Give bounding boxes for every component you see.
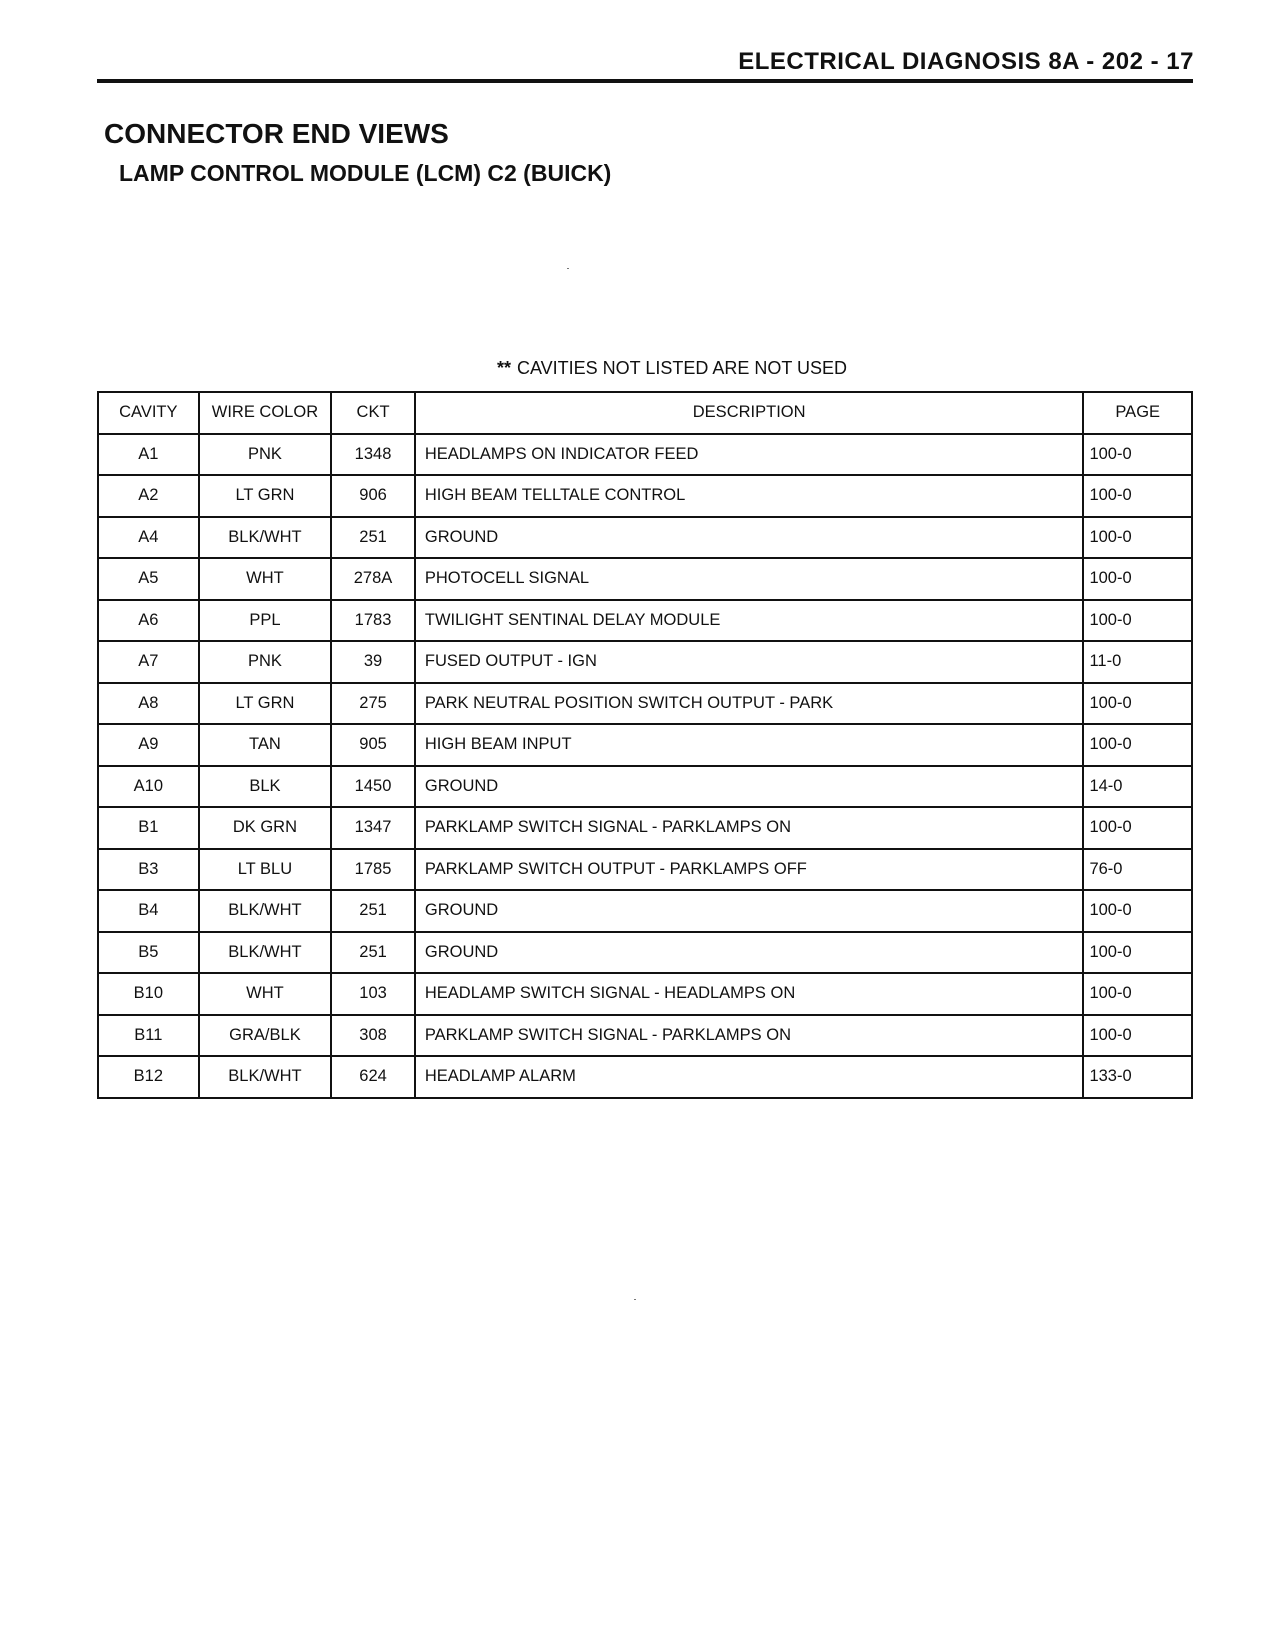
table-row (98, 434, 1192, 476)
table-row (98, 973, 1192, 1015)
cell-description: PARKLAMP SWITCH SIGNAL - PARKLAMPS ON (415, 1015, 1084, 1057)
cell-page: 11-0 (1083, 641, 1192, 683)
cell-wire-color: BLK (199, 766, 332, 808)
cell-cavity: A9 (98, 724, 199, 766)
cell-ckt: 308 (331, 1015, 415, 1057)
table-row (98, 807, 1192, 849)
cell-ckt: 624 (331, 1056, 415, 1098)
cell-ckt: 1348 (331, 434, 415, 476)
cell-wire-color: BLK/WHT (199, 932, 332, 974)
scan-speck (634, 1299, 636, 1300)
cell-ckt: 39 (331, 641, 415, 683)
cell-cavity: A10 (98, 766, 199, 808)
cell-wire-color: LT GRN (199, 683, 332, 725)
cell-description: FUSED OUTPUT - IGN (415, 641, 1084, 683)
cell-wire-color: PPL (199, 600, 332, 642)
cell-cavity: A7 (98, 641, 199, 683)
cell-wire-color: LT BLU (199, 849, 332, 891)
note-text: CAVITIES NOT LISTED ARE NOT USED (516, 358, 848, 378)
cell-cavity: A2 (98, 475, 199, 517)
cell-description: PHOTOCELL SIGNAL (415, 558, 1084, 600)
table-row (98, 517, 1192, 559)
cell-cavity: B1 (98, 807, 199, 849)
cell-page: 100-0 (1083, 475, 1192, 517)
cell-wire-color: BLK/WHT (199, 1056, 332, 1098)
cell-page: 100-0 (1083, 600, 1192, 642)
cell-description: GROUND (415, 517, 1084, 559)
cell-cavity: B11 (98, 1015, 199, 1057)
cell-description: GROUND (415, 766, 1084, 808)
cell-cavity: B3 (98, 849, 199, 891)
cell-cavity: A4 (98, 517, 199, 559)
cell-ckt: 251 (331, 517, 415, 559)
cell-wire-color: DK GRN (199, 807, 332, 849)
cell-page: 100-0 (1083, 890, 1192, 932)
table-header-row (98, 392, 1192, 434)
cell-page: 100-0 (1083, 807, 1192, 849)
table-row (98, 683, 1192, 725)
cell-description: TWILIGHT SENTINAL DELAY MODULE (415, 600, 1084, 642)
connector-table (97, 391, 1193, 1099)
table-row (98, 724, 1192, 766)
table-row (98, 641, 1192, 683)
unused-cavities-note (0, 358, 1280, 379)
cell-ckt: 1785 (331, 849, 415, 891)
cell-cavity: B10 (98, 973, 199, 1015)
cell-ckt: 278A (331, 558, 415, 600)
cell-page: 100-0 (1083, 517, 1192, 559)
cell-description: PARKLAMP SWITCH OUTPUT - PARKLAMPS OFF (415, 849, 1084, 891)
table-body (98, 434, 1192, 1098)
cell-wire-color: LT GRN (199, 475, 332, 517)
cell-description: HIGH BEAM TELLTALE CONTROL (415, 475, 1084, 517)
cell-ckt: 905 (331, 724, 415, 766)
cell-wire-color: GRA/BLK (199, 1015, 332, 1057)
cell-ckt: 1783 (331, 600, 415, 642)
cell-cavity: B12 (98, 1056, 199, 1098)
cell-description: HIGH BEAM INPUT (415, 724, 1084, 766)
cell-page: 100-0 (1083, 434, 1192, 476)
cell-page: 100-0 (1083, 558, 1192, 600)
cell-wire-color: BLK/WHT (199, 517, 332, 559)
cell-ckt: 251 (331, 932, 415, 974)
cell-description: PARK NEUTRAL POSITION SWITCH OUTPUT - PARK (415, 683, 1084, 725)
cell-wire-color: WHT (199, 973, 332, 1015)
header-rule (97, 79, 1193, 83)
header-description: DESCRIPTION (415, 392, 1084, 434)
cell-page: 133-0 (1083, 1056, 1192, 1098)
cell-page: 100-0 (1083, 1015, 1192, 1057)
cell-description: HEADLAMP ALARM (415, 1056, 1084, 1098)
cell-page: 100-0 (1083, 724, 1192, 766)
header-ckt: CKT (331, 392, 415, 434)
cell-ckt: 906 (331, 475, 415, 517)
cell-ckt: 1347 (331, 807, 415, 849)
cell-page: 76-0 (1083, 849, 1192, 891)
cell-description: HEADLAMPS ON INDICATOR FEED (415, 434, 1084, 476)
cell-cavity: A8 (98, 683, 199, 725)
table-row (98, 932, 1192, 974)
cell-page: 100-0 (1083, 932, 1192, 974)
cell-description: HEADLAMP SWITCH SIGNAL - HEADLAMPS ON (415, 973, 1084, 1015)
cell-page: 14-0 (1083, 766, 1192, 808)
table-row (98, 1056, 1192, 1098)
table-row (98, 766, 1192, 808)
section-title: CONNECTOR END VIEWS (104, 118, 449, 149)
cell-ckt: 1450 (331, 766, 415, 808)
table-row (98, 1015, 1192, 1057)
cell-wire-color: TAN (199, 724, 332, 766)
header-cavity: CAVITY (98, 392, 199, 434)
table-row (98, 849, 1192, 891)
table-row (98, 890, 1192, 932)
header-wire-color: WIRE COLOR (199, 392, 332, 434)
cell-cavity: B4 (98, 890, 199, 932)
page-header-title: ELECTRICAL DIAGNOSIS 8A - 202 - 17 (738, 48, 1194, 75)
table-row (98, 600, 1192, 642)
cell-cavity: B5 (98, 932, 199, 974)
cell-wire-color: PNK (199, 434, 332, 476)
cell-page: 100-0 (1083, 973, 1192, 1015)
table-row (98, 475, 1192, 517)
cell-description: GROUND (415, 932, 1084, 974)
header-page: PAGE (1083, 392, 1192, 434)
cell-cavity: A5 (98, 558, 199, 600)
cell-ckt: 103 (331, 973, 415, 1015)
scan-speck (567, 268, 569, 269)
cell-cavity: A1 (98, 434, 199, 476)
note-asterisks: ** (496, 358, 511, 378)
cell-description: GROUND (415, 890, 1084, 932)
section-subtitle: LAMP CONTROL MODULE (LCM) C2 (BUICK) (119, 160, 612, 186)
table-row (98, 558, 1192, 600)
cell-wire-color: PNK (199, 641, 332, 683)
cell-ckt: 275 (331, 683, 415, 725)
cell-wire-color: WHT (199, 558, 332, 600)
cell-cavity: A6 (98, 600, 199, 642)
cell-description: PARKLAMP SWITCH SIGNAL - PARKLAMPS ON (415, 807, 1084, 849)
cell-page: 100-0 (1083, 683, 1192, 725)
cell-wire-color: BLK/WHT (199, 890, 332, 932)
cell-ckt: 251 (331, 890, 415, 932)
